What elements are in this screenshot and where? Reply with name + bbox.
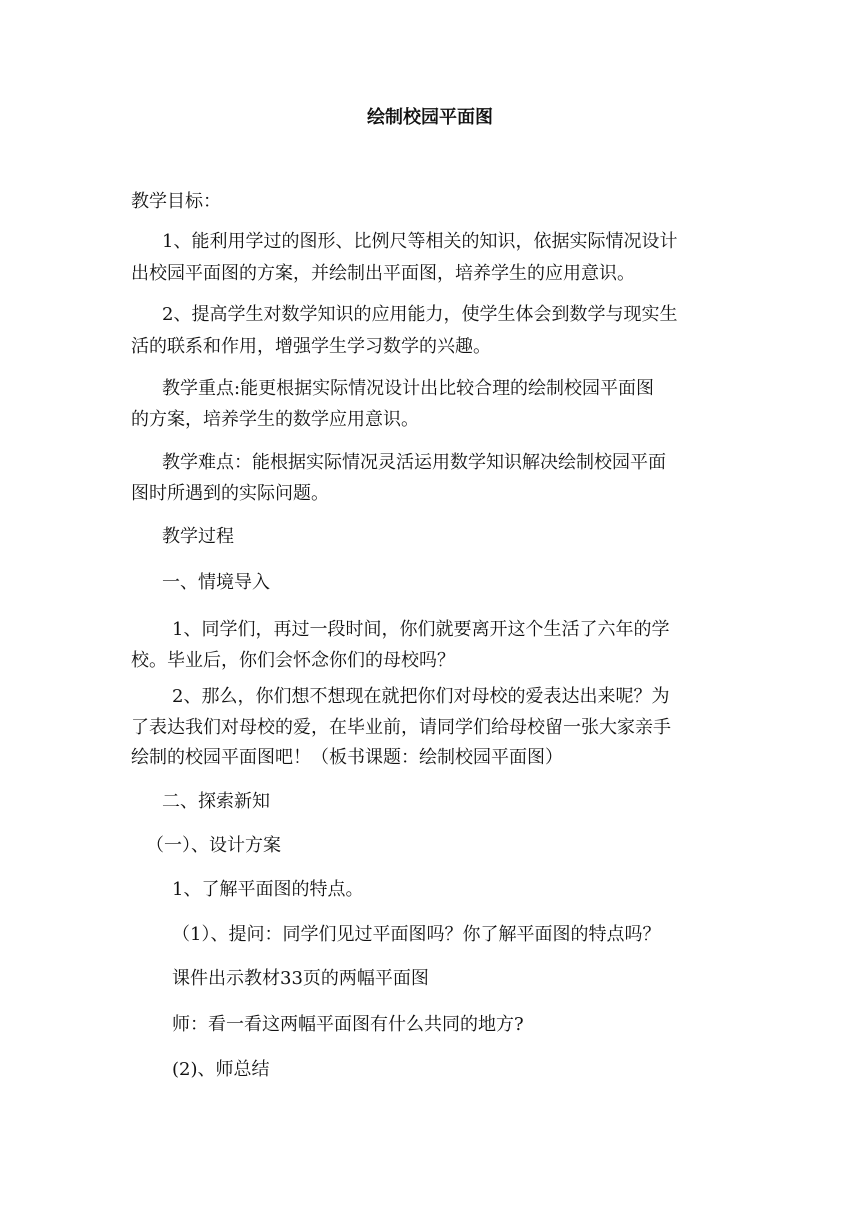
intro-2-line-3: 绘制的校园平面图吧！（板书课题：绘制校园平面图） [131,747,563,768]
goal-2-line-2: 活的联系和作用，增强学生学习数学的兴趣。 [131,336,491,357]
step-1-2: (2)、师总结 [172,1059,270,1080]
teacher-question: 师：看一看这两幅平面图有什么共同的地方? [172,1014,524,1035]
intro-1-line-2: 校。毕业后，你们会怀念你们的母校吗？ [131,650,455,671]
step-1: 1、了解平面图的特点。 [172,879,364,900]
section-1-heading: 一、情境导入 [162,572,270,593]
intro-2-line-2: 了表达我们对母校的爱，在毕业前，请同学们给母校留一张大家亲手 [131,717,671,738]
courseware-note: 课件出示教材33页的两幅平面图 [172,968,429,989]
difficulty-line-1: 教学难点：能根据实际情况灵活运用数学知识解决绘制校园平面 [162,452,666,473]
step-1-1: （1）、提问：同学们见过平面图吗？你了解平面图的特点吗？ [172,924,661,945]
key-point-line-2: 的方案，培养学生的数学应用意识。 [131,409,419,430]
document-title: 绘制校园平面图 [367,107,493,128]
goal-1-line-1: 1、能利用学过的图形、比例尺等相关的知识，依据实际情况设计 [162,231,678,252]
intro-2-line-1: 2、那么，你们想不想现在就把你们对母校的爱表达出来呢？为 [172,686,670,707]
subsection-1-heading: （一）、设计方案 [146,835,281,856]
goal-1-line-2: 出校园平面图的方案，并绘制出平面图，培养学生的应用意识。 [131,263,635,284]
difficulty-line-2: 图时所遇到的实际问题。 [131,483,329,504]
process-heading: 教学过程 [162,526,234,547]
intro-1-line-1: 1、同学们，再过一段时间，你们就要离开这个生活了六年的学 [172,619,670,640]
goals-heading: 教学目标： [131,191,221,212]
section-2-heading: 二、探索新知 [162,791,270,812]
goal-2-line-1: 2、提高学生对数学知识的应用能力，使学生体会到数学与现实生 [162,304,678,325]
key-point-line-1: 教学重点:能更根据实际情况设计出比较合理的绘制校园平面图 [162,378,655,399]
